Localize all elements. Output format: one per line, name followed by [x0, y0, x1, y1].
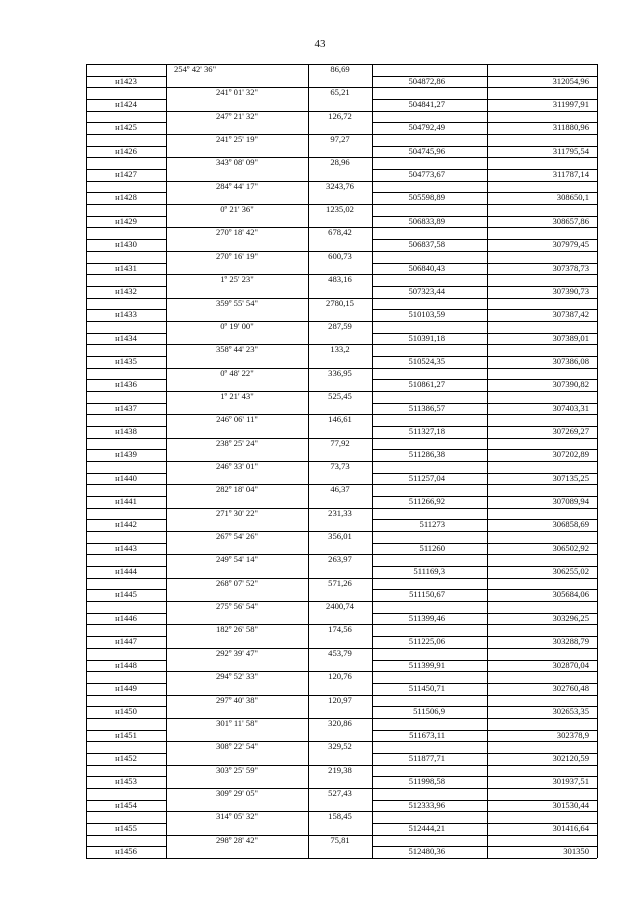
point-id: н1442 [115, 519, 137, 530]
point-x: 511998,58 [408, 776, 445, 787]
segment-distance: 75,81 [330, 834, 350, 845]
point-y: 302120,59 [552, 752, 589, 763]
segment-angle: 314º 05' 32" [215, 811, 259, 822]
point-y: 307403,31 [552, 402, 589, 413]
point-y: 307135,25 [552, 472, 589, 483]
point-id: н1428 [115, 192, 137, 203]
point-y: 302378,9 [556, 729, 589, 740]
point-x: 511257,04 [408, 472, 445, 483]
point-x: 510391,18 [408, 332, 445, 343]
segment-distance: 46,37 [330, 484, 350, 495]
point-id: н1451 [115, 729, 137, 740]
point-id: н1439 [115, 449, 137, 460]
point-x: 505598,89 [408, 192, 445, 203]
point-x: 511506,9 [413, 706, 445, 717]
point-id: н1427 [115, 169, 137, 180]
point-y: 307378,73 [552, 262, 589, 273]
point-y: 301937,51 [552, 776, 589, 787]
point-id: н1424 [115, 99, 137, 110]
point-x: 510524,35 [408, 355, 445, 366]
point-id: н1434 [115, 332, 137, 343]
point-id: н1433 [115, 309, 137, 320]
point-y: 303288,79 [552, 636, 589, 647]
point-x: 511273 [419, 519, 445, 530]
point-y: 302653,35 [552, 706, 589, 717]
point-y: 301416,64 [552, 822, 589, 833]
point-id: н1430 [115, 239, 137, 250]
segment-angle: 268º 07' 52" [215, 577, 259, 588]
segment-angle: 343º 08' 09" [215, 157, 259, 168]
segment-angle: 246º 33' 01" [215, 461, 259, 471]
segment-angle: 309º 29' 05" [215, 787, 259, 798]
segment-angle: 358º 44' 23" [215, 344, 259, 355]
point-x: 510861,27 [408, 379, 445, 390]
segment-angle: 182º 26' 58" [215, 624, 259, 635]
segment-distance: 571,26 [328, 577, 352, 588]
segment-distance: 527,43 [328, 787, 352, 798]
point-x: 512480,36 [408, 846, 445, 857]
segment-angle: 0º 21' 36" [220, 204, 254, 215]
segment-angle: 254º 42' 36" [174, 64, 217, 74]
point-id: н1449 [115, 682, 137, 693]
segment-angle: 292º 39' 47" [215, 647, 259, 658]
segment-angle: 271º 30' 22" [215, 507, 259, 518]
table-hline [86, 858, 597, 859]
point-id: н1446 [115, 612, 137, 623]
point-x: 511450,71 [408, 682, 445, 693]
segment-angle: 270º 18' 42" [215, 227, 259, 238]
point-x: 511327,18 [408, 425, 445, 436]
segment-angle: 298º 28' 42" [215, 834, 259, 845]
point-x: 511169,3 [413, 566, 445, 577]
point-x: 512333,96 [408, 799, 445, 810]
point-y: 305684,06 [552, 589, 589, 600]
point-id: н1438 [115, 425, 137, 436]
segment-distance: 3243,76 [326, 180, 354, 191]
point-x: 510103,59 [408, 309, 445, 320]
segment-distance: 2400,74 [326, 601, 354, 612]
segment-distance: 120,97 [328, 694, 352, 705]
segment-angle: 0º 48' 22" [220, 367, 254, 378]
segment-distance: 65,21 [330, 87, 350, 98]
segment-angle: 303º 25' 59" [215, 764, 259, 775]
point-y: 311997,91 [552, 99, 589, 110]
segment-angle: 241º 25' 19" [215, 134, 259, 145]
segment-distance: 678,42 [328, 227, 352, 238]
point-y: 301350 [563, 846, 589, 857]
point-y: 311880,96 [552, 122, 589, 133]
point-y: 307202,89 [552, 449, 589, 460]
segment-distance: 120,76 [328, 671, 352, 682]
point-id: н1447 [115, 636, 137, 647]
point-id: н1441 [115, 496, 137, 507]
segment-distance: 77,92 [330, 437, 350, 448]
point-x: 511286,38 [408, 449, 445, 460]
table-vline [597, 64, 598, 858]
segment-distance: 287,59 [328, 320, 352, 331]
point-id: н1440 [115, 472, 137, 483]
segment-angle: 359º 55' 54" [215, 297, 259, 308]
point-y: 301530,44 [552, 799, 589, 810]
segment-angle: 246º 06' 11" [216, 414, 258, 425]
segment-distance: 356,01 [328, 531, 352, 542]
segment-angle: 284º 44' 17" [215, 180, 259, 191]
segment-angle: 238º 25' 24" [215, 437, 259, 448]
segment-distance: 483,16 [328, 274, 352, 285]
point-id: н1443 [115, 542, 137, 553]
point-id: н1431 [115, 262, 137, 273]
segment-angle: 294º 52' 33" [215, 671, 259, 682]
coordinates-table [86, 64, 597, 858]
point-id: н1423 [115, 75, 137, 86]
point-y: 307390,73 [552, 285, 589, 296]
point-y: 302760,48 [552, 682, 589, 693]
segment-angle: 0º 19' 00" [220, 320, 254, 331]
point-y: 307386,08 [552, 355, 589, 366]
segment-distance: 146,61 [328, 414, 352, 425]
segment-angle: 241º 01' 32" [215, 87, 259, 98]
point-x: 504745,96 [408, 145, 445, 156]
page-number: 43 [314, 38, 326, 50]
point-y: 306502,92 [552, 542, 589, 553]
segment-distance: 219,38 [328, 764, 352, 775]
point-x: 511150,67 [409, 589, 445, 600]
segment-angle: 308º 22' 54" [215, 741, 259, 752]
point-x: 506840,43 [408, 262, 445, 273]
point-x: 511877,71 [408, 752, 445, 763]
point-y: 307269,27 [552, 425, 589, 436]
segment-angle: 267º 54' 26" [215, 531, 259, 542]
point-y: 311787,14 [552, 169, 589, 180]
point-x: 507323,44 [408, 285, 445, 296]
segment-angle: 270º 16' 19" [215, 250, 259, 261]
point-id: н1450 [115, 706, 137, 717]
point-x: 506837,58 [408, 239, 445, 250]
segment-angle: 1º 21' 43" [220, 390, 254, 401]
point-x: 511225,06 [408, 636, 445, 647]
segment-distance: 73,73 [330, 461, 350, 471]
point-y: 308650,1 [556, 192, 589, 203]
segment-angle: 1º 25' 23" [220, 274, 254, 285]
segment-angle: 297º 40' 38" [215, 694, 259, 705]
segment-distance: 126,72 [328, 110, 352, 121]
point-id: н1425 [115, 122, 137, 133]
segment-angle: 282º 18' 04" [215, 484, 259, 495]
point-id: н1456 [115, 846, 137, 857]
point-y: 303296,25 [552, 612, 589, 623]
segment-distance: 28,96 [330, 157, 350, 168]
point-y: 308657,86 [552, 215, 589, 226]
point-x: 511399,91 [408, 659, 445, 670]
segment-distance: 329,52 [328, 741, 352, 752]
segment-distance: 453,79 [328, 647, 352, 658]
point-id: н1454 [115, 799, 137, 810]
segment-angle: 275º 56' 54" [215, 601, 259, 612]
point-x: 511399,46 [408, 612, 445, 623]
segment-distance: 97,27 [330, 134, 350, 145]
point-x: 504792,49 [408, 122, 445, 133]
point-x: 511673,11 [409, 729, 445, 740]
point-x: 504841,27 [408, 99, 445, 110]
segment-distance: 263,97 [328, 554, 352, 565]
point-x: 511386,57 [408, 402, 445, 413]
point-id: н1429 [115, 215, 137, 226]
point-y: 312054,96 [552, 75, 589, 86]
point-id: н1445 [115, 589, 137, 600]
segment-angle: 249º 54' 14" [215, 554, 259, 565]
segment-distance: 600,73 [328, 250, 352, 261]
point-x: 504773,67 [408, 169, 445, 180]
segment-angle: 301º 11' 58" [216, 717, 258, 728]
point-y: 307089,94 [552, 496, 589, 507]
segment-distance: 2780,15 [326, 297, 354, 308]
point-y: 307390,82 [552, 379, 589, 390]
segment-distance: 336,95 [328, 367, 352, 378]
segment-distance: 158,45 [328, 811, 352, 822]
point-id: н1426 [115, 145, 137, 156]
segment-distance: 320,86 [328, 717, 352, 728]
point-id: н1437 [115, 402, 137, 413]
point-id: н1444 [115, 566, 137, 577]
segment-distance: 174,56 [328, 624, 352, 635]
point-x: 511266,92 [408, 496, 445, 507]
point-id: н1432 [115, 285, 137, 296]
point-id: н1436 [115, 379, 137, 390]
point-id: н1453 [115, 776, 137, 787]
segment-distance: 231,33 [328, 507, 352, 518]
point-x: 512444,21 [408, 822, 445, 833]
segment-angle: 247º 21' 32" [215, 110, 259, 121]
segment-distance: 133,2 [330, 344, 350, 355]
point-y: 311795,54 [552, 145, 589, 156]
point-id: н1455 [115, 822, 137, 833]
point-y: 307387,42 [552, 309, 589, 320]
point-id: н1448 [115, 659, 137, 670]
segment-distance: 1235,02 [326, 204, 354, 215]
point-id: н1435 [115, 355, 137, 366]
point-x: 511260 [419, 542, 445, 553]
point-y: 306255,02 [552, 566, 589, 577]
point-id: н1452 [115, 752, 137, 763]
segment-distance: 86,69 [330, 64, 350, 74]
point-x: 504872,86 [408, 75, 445, 86]
point-y: 302870,04 [552, 659, 589, 670]
point-y: 307389,01 [552, 332, 589, 343]
point-y: 306858,69 [552, 519, 589, 530]
point-x: 506833,89 [408, 215, 445, 226]
point-y: 307979,45 [552, 239, 589, 250]
segment-distance: 525,45 [328, 390, 352, 401]
